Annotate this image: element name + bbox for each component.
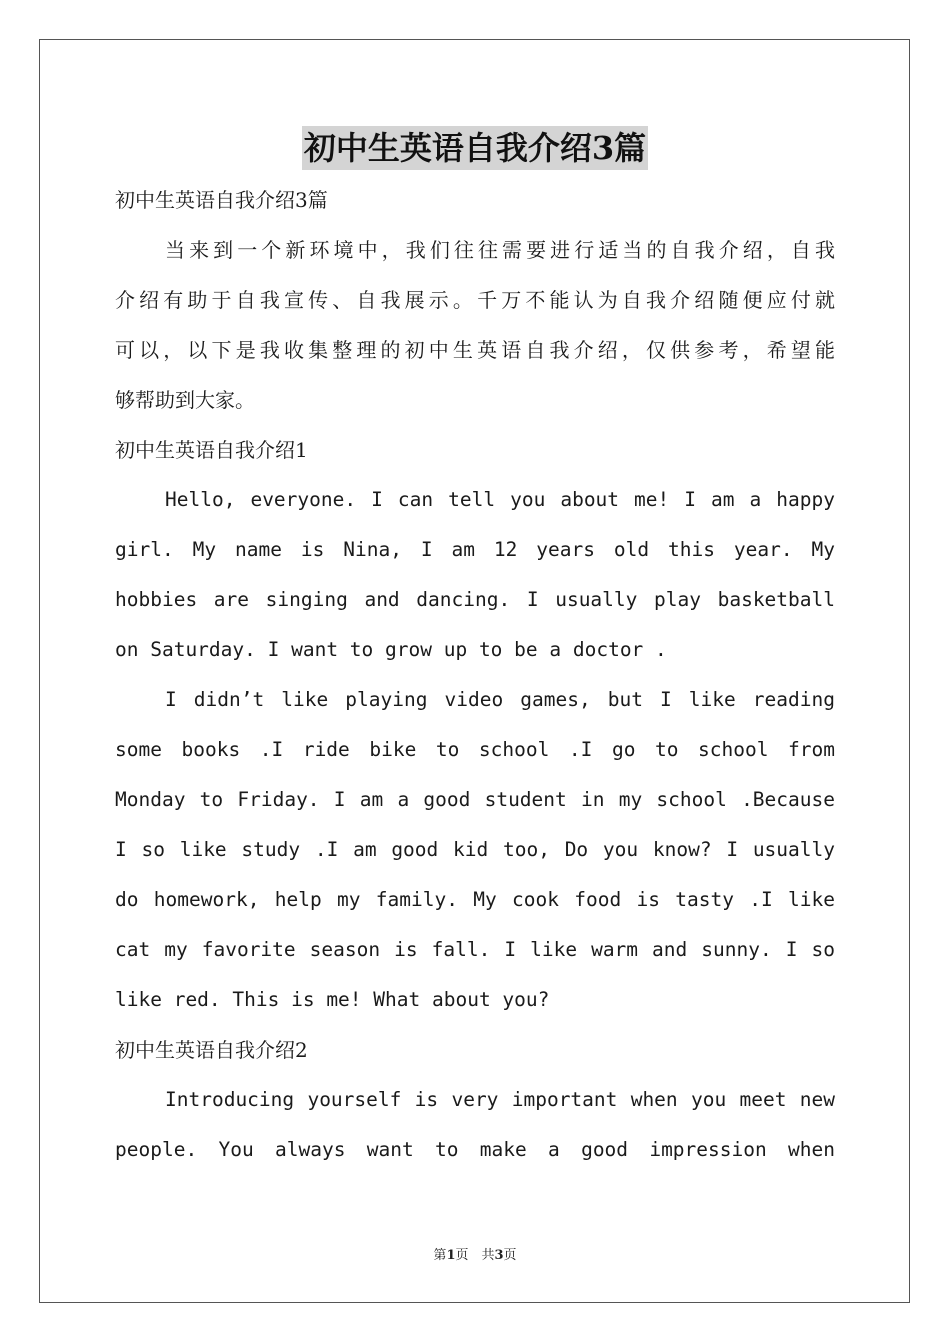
document-body	[115, 175, 835, 1175]
essay2-line-1: Introducing yourself is very important when you meet new	[165, 1088, 835, 1111]
essay1-line-3: hobbies are singing and dancing. I usually play basketball	[115, 588, 835, 611]
intro-line-2: 介绍有助于自我宣传、自我展示。千万不能认为自我介绍随便应付就	[115, 288, 835, 312]
document-title: 初中生英语自我介绍3篇	[302, 126, 648, 170]
essay1-line-8: I so like study .I am good kid too, Do you know? I usually	[115, 838, 835, 861]
footer-page-prefix: 第	[433, 1248, 447, 1263]
essay1-line-1: Hello, everyone. I can tell you about me! I am a happy	[165, 488, 835, 511]
essay1-line-10: cat my favorite season is fall. I like warm and sunny. I so	[115, 938, 835, 961]
essay1-line-2: girl. My name is Nina, I am 12 years old this year. My	[115, 538, 835, 561]
footer-page-suffix: 页	[503, 1248, 517, 1263]
footer-page-mid: 页 共	[455, 1248, 495, 1263]
essay1-line-6: some books .I ride bike to school .I go to school from	[115, 738, 835, 761]
essay1-line-5: I didn’t like playing video games, but I like reading	[165, 688, 835, 711]
footer-page-current: 1	[446, 1248, 456, 1263]
essay1-line-7: Monday to Friday. I am a good student in my school .Because	[115, 788, 835, 811]
intro-line-3: 可以，以下是我收集整理的初中生英语自我介绍，仅供参考，希望能	[115, 338, 835, 362]
footer-page-total: 3	[494, 1248, 504, 1263]
title-area	[0, 126, 950, 170]
essay1-line-4: on Saturday. I want to grow up to be a doctor .	[115, 638, 667, 661]
section-heading-2: 初中生英语自我介绍2	[115, 1038, 308, 1062]
section-heading-1: 初中生英语自我介绍1	[115, 438, 308, 462]
essay2-line-2: people. You always want to make a good impression when	[115, 1138, 835, 1161]
intro-line-4: 够帮助到大家。	[115, 388, 255, 412]
essay1-line-11: like red. This is me! What about you?	[115, 988, 550, 1011]
subtitle-line: 初中生英语自我介绍3篇	[115, 188, 328, 212]
intro-line-1: 当来到一个新环境中，我们往往需要进行适当的自我介绍，自我	[165, 238, 835, 262]
essay1-line-9: do homework, help my family. My cook food is tasty .I like	[115, 888, 835, 911]
page-footer	[0, 1246, 950, 1266]
